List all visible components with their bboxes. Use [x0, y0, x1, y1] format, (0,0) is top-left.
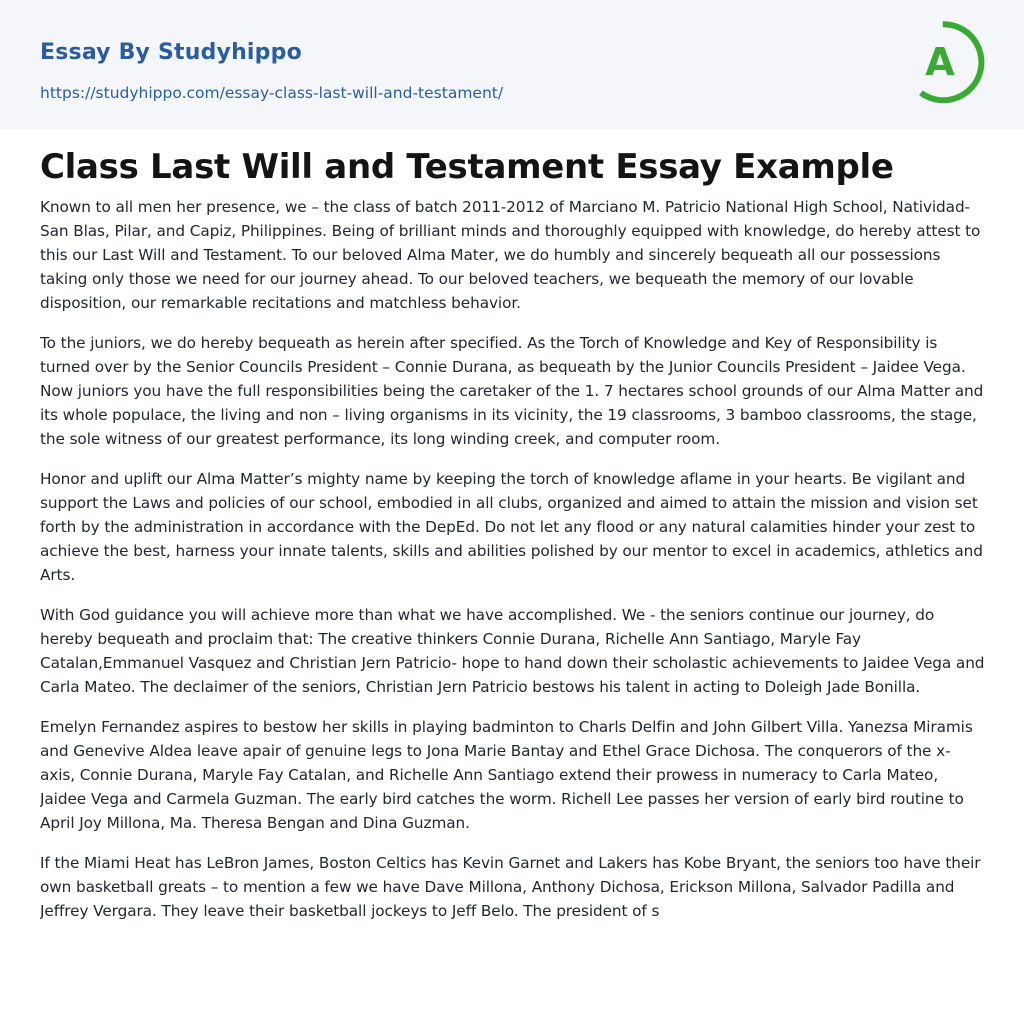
essay-paragraph: Known to all men her presence, we – the class of batch 2011-2012 of Marciano M. Patricio National High School, Natividad-San Blas, Pilar, and Capiz, Philippines. Being of brilliant minds and thoroughly equipped with knowledge, do hereby attest to this our Last Will and Testament. To our beloved Alma Mater, we do humbly and sincerely bequeath all our possessions taking only those we need for our journey ahead. To our beloved teachers, we bequeath the memory of our lovable disposition, our remarkable recitations and matchless behavior. — [40, 198, 981, 312]
essay-paragraph: Honor and uplift our Alma Matter’s mighty name by keeping the torch of knowledge aflame in your hearts. Be vigilant and support the Laws and policies of our school, embodied in all clubs, organized and aimed to attain the mission and vision set forth by the administration in accordance with the DepEd. Do not let any flood or any natural calamities hinder your zest to achieve the best, harness your innate talents, skills and abilities polished by our mentor to excel in academics, athletics and Arts. — [40, 470, 983, 584]
essay-paragraph: If the Miami Heat has LeBron James, Boston Celtics has Kevin Garnet and Lakers has Kobe Bryant, the seniors too have their own basketball greats – to mention a few we have Dave Millona, Anthony Dichosa, Erickson Millona, Salvador Padilla and Jeffrey Vergara. They leave their basketball jockeys to Jeff Belo. The president of s — [40, 854, 981, 920]
essay-paragraph: To the juniors, we do hereby bequeath as herein after specified. As the Torch of Knowledge and Key of Responsibility is turned over by the Senior Councils President – Connie Durana, as bequeath by the Junior Councils President – Jaidee Vega. Now juniors you have the full responsibilities being the caretaker of the 1. 7 hectares school grounds of our Alma Matter and its whole populace, the living and non – living organisms in its vicinity, the 19 classrooms, 3 bamboo classrooms, the stage, the sole witness of our greatest performance, its long winding creek, and computer room. — [40, 334, 984, 448]
page-url-link[interactable]: https://studyhippo.com/essay-class-last-will-and-testament/ — [40, 84, 504, 102]
essay-paragraph: With God guidance you will achieve more than what we have accomplished. We - the seniors continue our journey, do hereby bequeath and proclaim that: The creative thinkers Connie Durana, Richelle Ann Santiago, Maryle Fay Catalan,Emmanuel Vasquez and Christian Jern Patricio- hope to hand down their scholastic achievements to Jaidee Vega and Carla Mateo. The declaimer of the seniors, Christian Jern Patricio bestows his talent in acting to Doleigh Jade Bonilla. — [40, 606, 985, 696]
essay-title: Class Last Will and Testament Essay Example — [40, 147, 894, 187]
logo-letter: A — [925, 40, 955, 84]
essay-paragraph: Emelyn Fernandez aspires to bestow her skills in playing badminton to Charls Delfin and John Gilbert Villa. Yanezsa Miramis and Genevive Aldea leave apair of genuine legs to Jona Marie Bantay and Ethel Grace Dichosa. The conquerors of the x-axis, Connie Durana, Maryle Fay Catalan, and Richelle Ann Santiago extend their prowess in numeracy to Carla Mateo, Jaidee Vega and Carmela Guzman. The early bird catches the worm. Richell Lee passes her version of early bird routine to April Joy Millona, Ma. Theresa Bengan and Dina Guzman. — [40, 718, 973, 832]
site-brand[interactable]: Essay By Studyhippo — [40, 40, 302, 65]
studyhippo-logo-icon[interactable] — [912, 20, 986, 106]
site-header — [0, 0, 1024, 129]
essay-body — [40, 195, 985, 975]
